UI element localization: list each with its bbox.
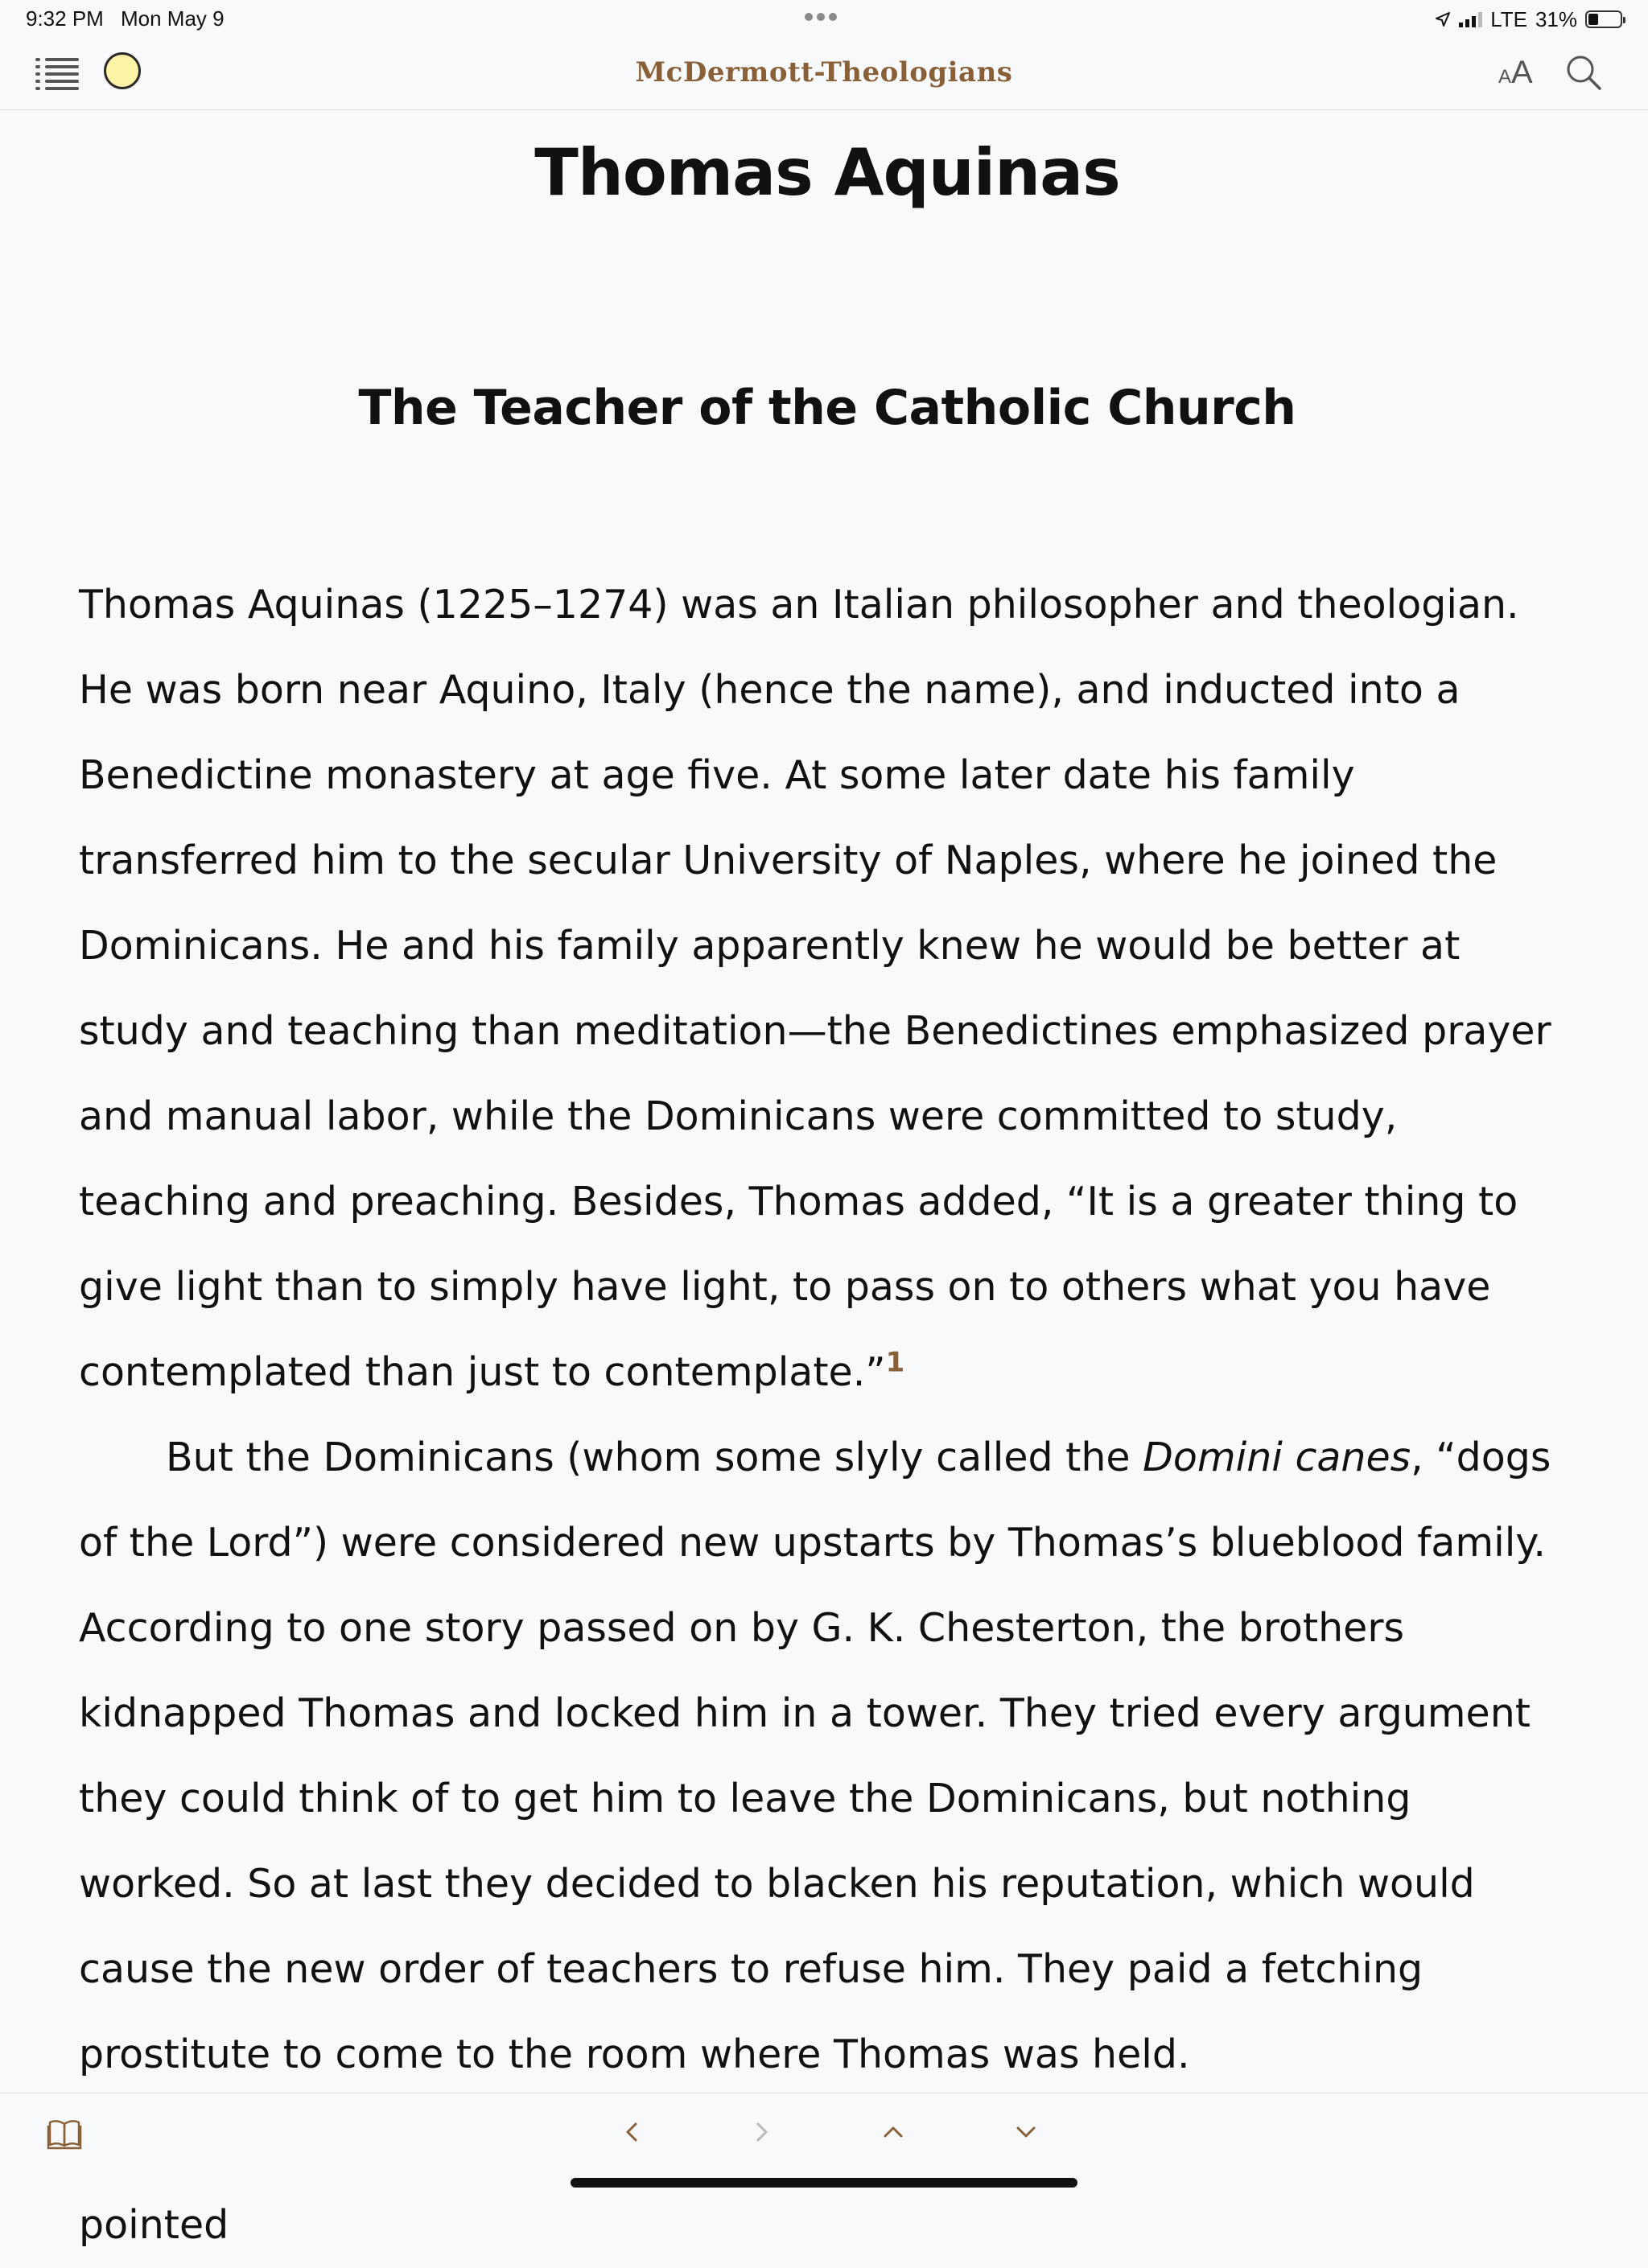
italic-phrase: Domini canes (1143, 1434, 1411, 1480)
chapter-body (79, 562, 1576, 2268)
next-page-icon[interactable] (746, 2116, 778, 2148)
paragraph (79, 562, 1576, 1415)
library-book-icon[interactable] (47, 2118, 82, 2150)
paragraph-text: But the Dominicans (whom some slyly called the (166, 1434, 1143, 1480)
chapter-subtitle: The Teacher of the Catholic Church (358, 380, 1296, 436)
paragraph (79, 1415, 1576, 2097)
footnote-link[interactable]: 1 (885, 1346, 905, 1379)
status-bar (0, 0, 1648, 40)
reader-toolbar (0, 40, 1648, 110)
previous-result-icon[interactable] (877, 2116, 909, 2148)
battery-percent: 31% (1535, 6, 1577, 31)
paragraph-text: pointed (79, 2202, 229, 2248)
network-type: LTE (1490, 6, 1527, 31)
chapter-title: Thomas Aquinas (534, 135, 1120, 210)
cellular-signal-icon (1459, 11, 1482, 27)
text-size-button[interactable] (1498, 55, 1533, 91)
search-icon[interactable] (1564, 53, 1603, 92)
text-size-small-label: A (1498, 66, 1512, 88)
paragraph-text: Thomas Aquinas (1225–1274) was an Italian philosopher and theologian. He was born near Aquino, Italy (hence the name), and inducted into a Benedictine monastery at age five. At some later date his family transferred him to the secular University of Naples, where he joined the Dominicans. He and his family apparently knew he would be better at study and teaching than meditation—the Benedictines emphasized prayer and manual labor, while the Dominicans were committed to study, teaching and preaching. Besides, Thomas added, “It is a greater thing to give light than to simply have light, to pass on to others what you have contemplated than just to contemplate.” (79, 582, 1551, 1395)
status-time: 9:32 PM (26, 6, 104, 31)
previous-page-icon[interactable] (616, 2116, 648, 2148)
text-size-big-label: A (1511, 55, 1533, 90)
location-arrow-icon (1435, 11, 1451, 27)
paragraph-text: , “dogs of the Lord”) were considered new upstarts by Thomas’s blueblood family. According to one story passed on by G. K. Chesterton, the brothers kidnapped Thomas and locked him in a tower. They tried every argument they could think of to get him to leave the Dominicans, but nothing worked. So at last they decided to blacken his reputation, which would cause the new order of teachers to refuse him. They paid a fetching prostitute to come to the room where Thomas was held. (79, 1434, 1551, 2077)
reader-bottom-bar (0, 2093, 1648, 2199)
next-result-icon[interactable] (1010, 2116, 1042, 2148)
status-date: Mon May 9 (121, 6, 225, 31)
home-indicator[interactable] (571, 2178, 1077, 2188)
book-title: McDermott-Theologians (635, 56, 1013, 88)
status-indicators (1435, 5, 1622, 34)
multitasking-dots-icon[interactable] (805, 10, 843, 29)
battery-icon (1585, 10, 1622, 28)
battery-level (1588, 14, 1598, 25)
